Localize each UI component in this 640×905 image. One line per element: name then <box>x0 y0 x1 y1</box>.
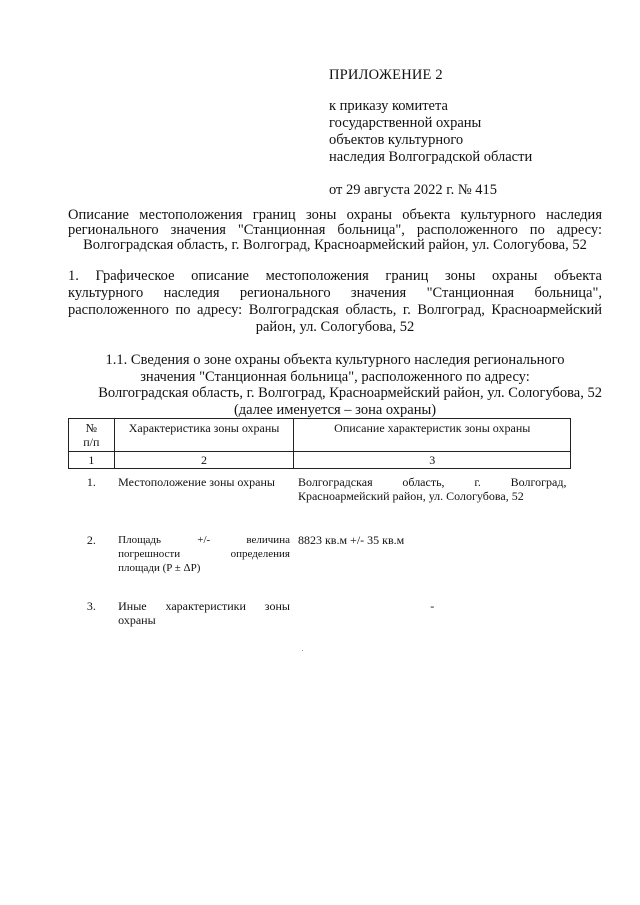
appendix-order-line: наследия Волгоградской области <box>329 149 533 165</box>
row-characteristic-line: Площадь +/- величина <box>118 534 290 546</box>
header-characteristic: Характеристика зоны охраны <box>114 419 294 452</box>
appendix-date: от 29 августа 2022 г. № 415 <box>329 182 498 198</box>
section-1-1-heading <box>68 352 602 418</box>
header-number <box>69 419 115 452</box>
section-1-line: расположенного по адресу: Волгоградская область, г. Волгоград, Красноармейский <box>68 302 602 318</box>
table-row <box>69 505 571 577</box>
row-description: - <box>430 599 435 613</box>
table-row <box>69 469 571 506</box>
heading-line: регионального значения "Станционная больница", расположенного по адресу: <box>68 222 602 238</box>
table-header-row <box>69 419 571 452</box>
row-number: 3. <box>86 599 96 613</box>
row-characteristic-line: Иные характеристики зоны <box>118 599 290 613</box>
section-1-1-line: 1.1. Сведения о зоне охраны объекта культурного наследия регионального <box>105 352 565 368</box>
heading-line: Волгоградская область, г. Волгоград, Красноармейский район, ул. Сологубова, 52 <box>83 237 587 253</box>
zone-table <box>68 418 571 629</box>
section-1-heading <box>68 268 602 336</box>
row-description-line: Волгоградская область, г. Волгоград, <box>297 475 567 489</box>
row-description-line: Красноармейский район, ул. Сологубова, 52 <box>297 489 524 503</box>
row-number: 2. <box>86 533 96 547</box>
column-number: 1 <box>69 452 115 469</box>
row-description: 8823 кв.м +/- 35 кв.м <box>297 533 405 547</box>
row-characteristic-line: площади (P ± ΔP) <box>118 562 201 574</box>
section-1-1-line: Волгоградская область, г. Волгоград, Красноармейский район, ул. Сологубова, 52 <box>98 385 602 401</box>
heading-line: Описание местоположения границ зоны охраны объекта культурного наследия <box>68 207 602 223</box>
row-characteristic <box>114 505 294 577</box>
appendix-block <box>329 67 532 199</box>
section-1-1-line: (далее именуется – зона охраны) <box>233 401 437 418</box>
header-number-pp: п/п <box>83 435 100 449</box>
column-number-row <box>69 452 571 469</box>
row-characteristic-line: охраны <box>118 613 156 627</box>
appendix-order-line: объектов культурного <box>329 132 464 148</box>
row-characteristic <box>114 577 294 629</box>
row-characteristic: Местоположение зоны охраны <box>118 475 275 489</box>
column-number: 2 <box>114 452 294 469</box>
header-description: Описание характеристик зоны охраны <box>294 419 571 452</box>
section-1-1-line: значения "Станционная больница", расположенного по адресу: <box>140 368 530 385</box>
appendix-order-line: государственной охраны <box>329 115 482 131</box>
appendix-title: ПРИЛОЖЕНИЕ 2 <box>329 67 443 83</box>
table-row <box>69 577 571 629</box>
row-characteristic-line: погрешности определения <box>118 548 290 560</box>
row-description <box>294 469 571 506</box>
section-1-line: 1. Графическое описание местоположения границ зоны охраны объекта <box>68 268 602 284</box>
section-1-line: район, ул. Сологубова, 52 <box>255 319 415 335</box>
section-1-line: культурного наследия регионального значения "Станционная больница", <box>68 285 602 301</box>
header-number-sign: № <box>85 421 98 435</box>
column-number: 3 <box>294 452 571 469</box>
appendix-order-line: к приказу комитета <box>329 98 448 114</box>
scan-speck <box>302 650 303 651</box>
row-number: 1. <box>86 475 96 489</box>
document-heading <box>68 208 602 253</box>
